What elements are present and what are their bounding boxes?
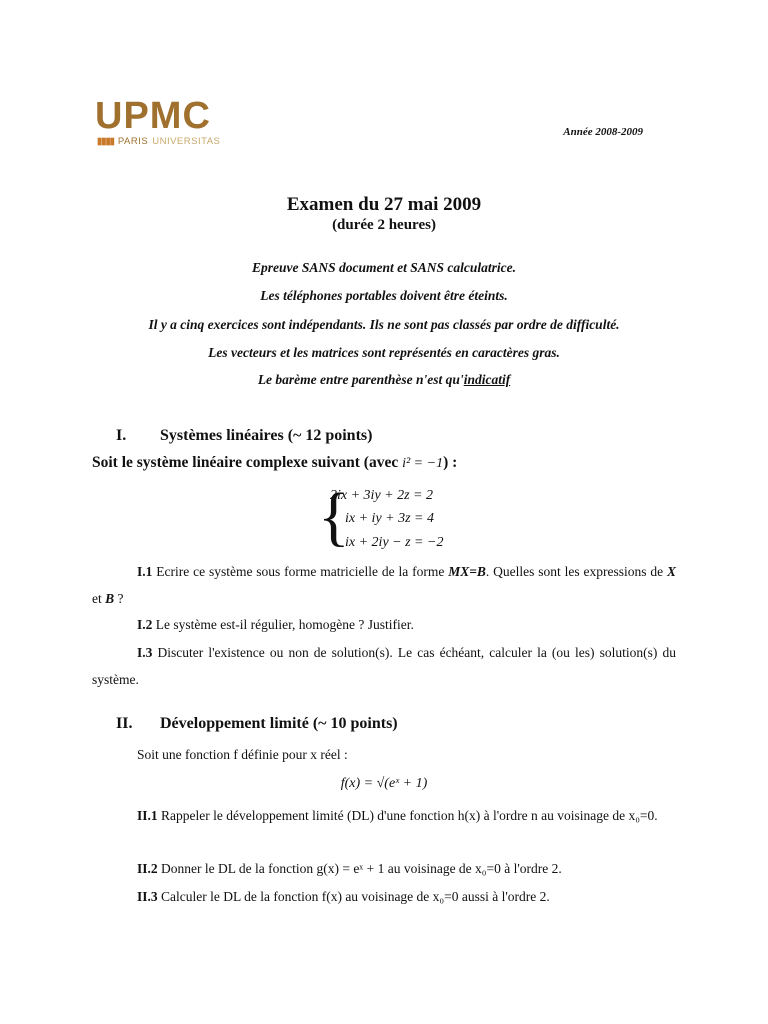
- equation-1: 2ix + 3iy + 2z = 2: [330, 488, 433, 503]
- function-definition: f(x) = √(eˣ + 1): [340, 776, 428, 791]
- logo-text: UPMC: [95, 95, 211, 137]
- logo-subtitle: [97, 136, 243, 147]
- q-text: ?: [114, 590, 124, 606]
- q-label: I.1: [137, 564, 153, 579]
- left-brace: {: [318, 480, 350, 553]
- q-text: Rappeler le développement limité (DL) d'une fonction h(x) à l'ordre n au voisinage de x₀=0.: [157, 808, 658, 823]
- q-x: X: [666, 564, 676, 579]
- logo-sub-right: UNIVERSITAS: [152, 136, 221, 147]
- intro-prefix: Soit le système linéaire complexe suivant (avec: [92, 454, 403, 471]
- exam-title: Examen du 27 mai 2009: [286, 194, 482, 215]
- rule-line: Les vecteurs et les matrices sont représentés en caractères gras.: [208, 345, 560, 360]
- section-2-title: Développement limité (~ 10 points): [160, 715, 398, 732]
- section-1-number: I.: [116, 427, 127, 444]
- rule-line: Il y a cinq exercices sont indépendants. Ils ne sont pas classés par ordre de difficulté.: [148, 317, 620, 332]
- question-1-2: [92, 612, 676, 639]
- q-label: I.2: [137, 617, 153, 632]
- q-label: II.3: [137, 889, 158, 904]
- question-2-1: [92, 803, 676, 830]
- section-2-number: II.: [116, 715, 133, 732]
- question-2-2: [92, 856, 676, 883]
- rule-underlined: indicatif: [463, 372, 511, 387]
- rule-line: Les téléphones portables doivent être éteints.: [260, 288, 508, 303]
- q-label: II.2: [137, 861, 158, 876]
- intro-suffix: ) :: [443, 454, 458, 471]
- q-text: Ecrire ce système sous forme matricielle de la forme: [152, 564, 449, 579]
- section-1-heading: [116, 427, 616, 449]
- section-2-heading: [116, 715, 616, 737]
- section-1-title: Systèmes linéaires (~ 12 points): [160, 427, 373, 444]
- q-text: . Quelles sont les expressions de: [485, 564, 667, 579]
- q-label: I.3: [137, 645, 153, 660]
- logo-sub-left: PARIS: [117, 136, 149, 147]
- question-1-1: [92, 559, 676, 612]
- q-text: Donner le DL de la fonction g(x) = eˣ + 1 au voisinage de x₀=0 à l'ordre 2.: [157, 861, 562, 876]
- academic-year: Année 2008-2009: [563, 126, 643, 138]
- upmc-logo: [95, 96, 243, 158]
- q-text: Calculer le DL de la fonction f(x) au voisinage de x₀=0 aussi à l'ordre 2.: [157, 889, 550, 904]
- q-mx: MX=B: [448, 564, 486, 579]
- q-text: et: [92, 590, 106, 606]
- logo-bars-icon: ▮▮▮▮: [97, 136, 114, 147]
- intro-math: i² = −1: [402, 456, 444, 471]
- section-1-intro: [92, 454, 457, 472]
- rule-line: Epreuve SANS document et SANS calculatrice.: [251, 260, 516, 275]
- equation-2: ix + iy + 3z = 4: [345, 511, 434, 526]
- section-2-intro: Soit une fonction f définie pour x réel :: [137, 747, 348, 762]
- rule-line-last: [0, 372, 768, 388]
- q-label: II.1: [137, 808, 158, 823]
- q-b: B: [105, 590, 115, 606]
- equation-3: ix + 2iy − z = −2: [345, 535, 444, 550]
- q-text: Le système est-il régulier, homogène ? Justifier.: [152, 617, 414, 632]
- question-2-3: [92, 884, 676, 911]
- exam-duration: (durée 2 heures): [332, 217, 436, 233]
- q-text: Discuter l'existence ou non de solution(s). Le cas échéant, calculer la (ou les) solution(s) du système.: [92, 645, 676, 687]
- rule-prefix: Le barème entre parenthèse n'est qu': [257, 372, 464, 387]
- question-1-3: [92, 640, 676, 693]
